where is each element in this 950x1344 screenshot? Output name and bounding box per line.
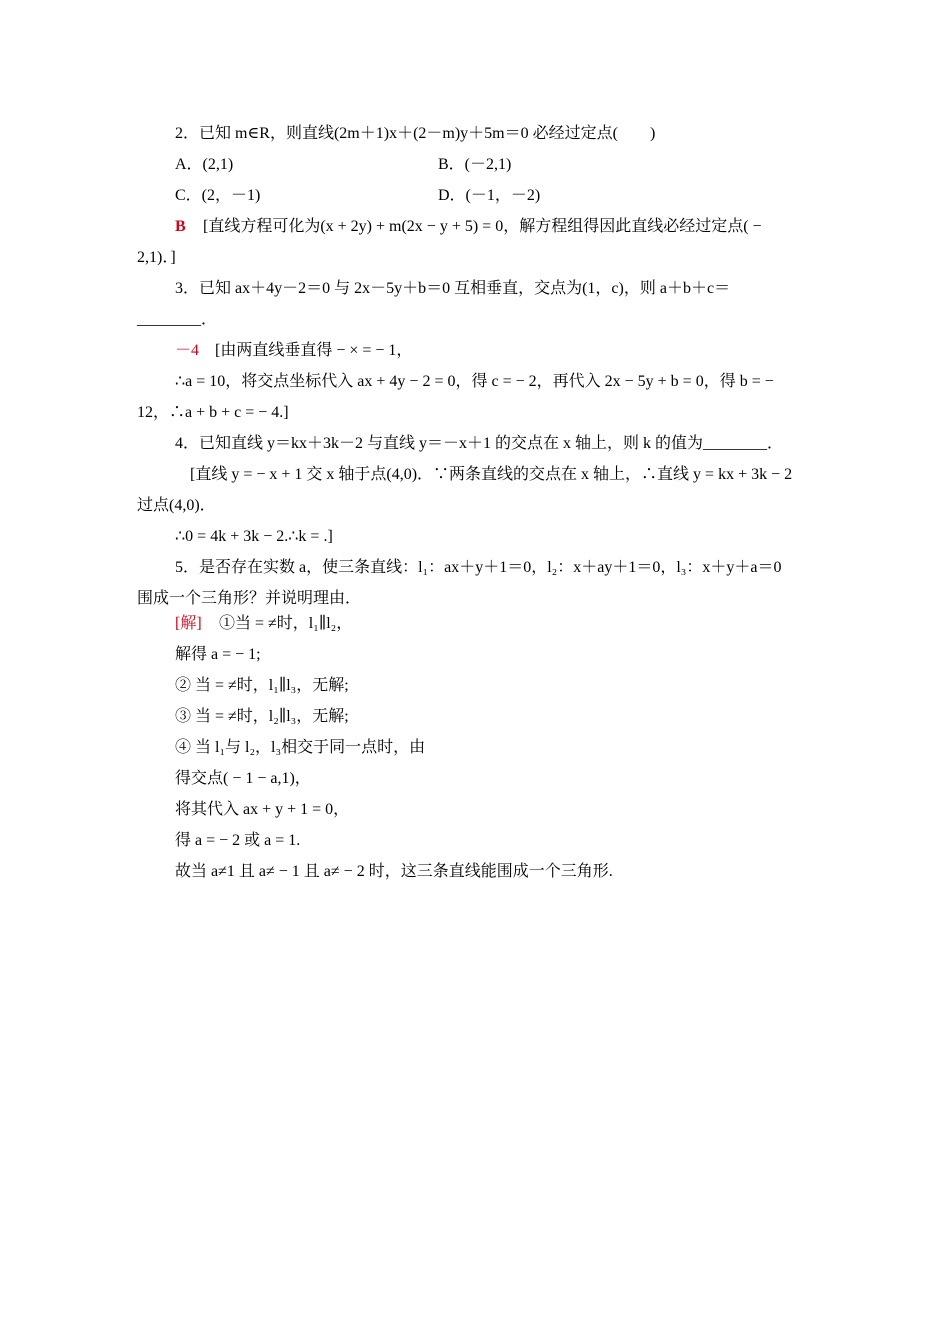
q3-explain-line-2: ∴a = 10，将交点坐标代入 ax + 4y − 2 = 0，得 c = − 2，再代入 2x − 5y + b = 0，得 b = − — [175, 373, 774, 390]
q2-answer: B — [175, 218, 186, 235]
q5-solution-label: [解] — [175, 615, 202, 632]
q2-option-c: C．(2，－1) — [175, 187, 261, 204]
q2-option-d: D．(－1，－2) — [438, 187, 541, 204]
q5-step-3: ② 当 = ≠时，l₁∥l₃，无解; — [175, 677, 349, 694]
q4-explain-line-2: 过点(4,0)． — [137, 497, 216, 514]
q5-stem-line-2: 围成一个三角形？并说明理由． — [137, 590, 362, 607]
q4-explain-line-1: [直线 y = − x + 1 交 x 轴于点(4,0)．∵两条直线的交点在 x 轴上，∴直线 y = kx + 3k − 2 — [190, 466, 793, 483]
q3-explain-line-3: 12，∴a + b + c = − 4.] — [137, 404, 289, 421]
q2-explain-line-2: 2,1)．] — [137, 249, 176, 266]
q3-stem-line-1: 3．已知 ax＋4y－2＝0 与 2x－5y＋b＝0 互相垂直，交点为(1，c)，则 a＋b＋c＝ — [175, 280, 731, 297]
q4-stem: 4．已知直线 y＝kx＋3k－2 与直线 y＝－x＋1 的交点在 x 轴上，则 k 的值为________． — [175, 435, 784, 452]
q5-step-5: ④ 当 l₁与 l₂，l₃相交于同一点时，由 — [175, 739, 426, 756]
q5-stem-line-1: 5．是否存在实数 a，使三条直线：l₁：ax＋y＋1＝0，l₂：x＋ay＋1＝0，l₃：x＋y＋a＝0 — [175, 559, 782, 576]
q4-explain-line-3: ∴0 = 4k + 3k − 2.∴k = .] — [175, 528, 333, 545]
q5-step-2: 解得 a = − 1; — [175, 646, 261, 663]
q5-step-4: ③ 当 = ≠时，l₂∥l₃，无解; — [175, 708, 349, 725]
q2-option-a: A．(2,1) — [175, 156, 234, 173]
q2-option-b: B．(－2,1) — [438, 156, 512, 173]
q2-stem: 2．已知 m∈R，则直线(2m＋1)x＋(2－m)y＋5m＝0 必经过定点( ) — [175, 125, 656, 142]
q2-explain-line-1: [直线方程可化为(x + 2y) + m(2x − y + 5) = 0，解方程组得因此直线必经过定点( − — [203, 218, 762, 235]
q3-answer: －4 — [175, 342, 200, 359]
q5-step-8: 得 a = − 2 或 a = 1. — [175, 832, 301, 849]
q5-step-7: 将其代入 ax + y + 1 = 0， — [175, 801, 350, 818]
q3-stem-line-2: ________． — [137, 311, 218, 328]
q5-conclusion: 故当 a≠1 且 a≠ − 1 且 a≠ − 2 时，这三条直线能围成一个三角形. — [175, 863, 613, 880]
q5-step-1: ①当 = ≠时，l₁∥l₂， — [219, 615, 353, 632]
q3-explain-line-1: [由两直线垂直得 − × = − 1， — [215, 342, 413, 359]
q5-step-6: 得交点( − 1 − a,1)， — [175, 770, 311, 787]
